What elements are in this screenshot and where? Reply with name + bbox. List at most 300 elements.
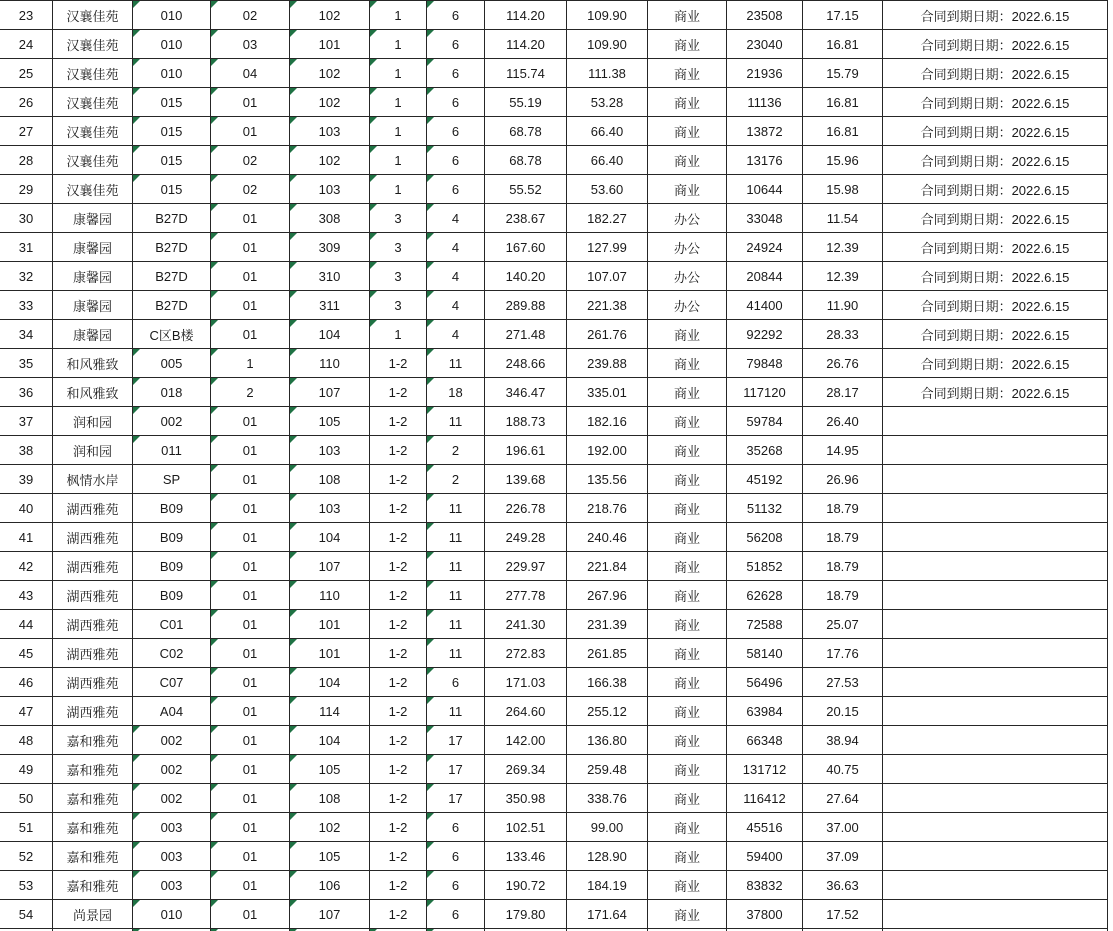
cell[interactable] (133, 349, 211, 378)
cell[interactable] (727, 204, 803, 233)
cell[interactable] (370, 697, 427, 726)
cell[interactable] (290, 494, 370, 523)
cell[interactable] (648, 436, 727, 465)
cell[interactable] (485, 291, 567, 320)
cell[interactable] (803, 784, 883, 813)
cell[interactable] (485, 407, 567, 436)
cell[interactable] (290, 639, 370, 668)
cell[interactable] (427, 581, 485, 610)
cell[interactable] (727, 233, 803, 262)
cell[interactable] (485, 523, 567, 552)
cell[interactable] (53, 407, 133, 436)
cell[interactable] (133, 523, 211, 552)
cell[interactable] (883, 59, 1108, 88)
cell[interactable] (427, 842, 485, 871)
cell[interactable] (0, 813, 53, 842)
cell[interactable] (370, 523, 427, 552)
cell[interactable] (883, 349, 1108, 378)
cell[interactable] (53, 117, 133, 146)
cell[interactable] (53, 175, 133, 204)
cell[interactable] (211, 494, 290, 523)
cell[interactable] (883, 291, 1108, 320)
cell[interactable] (485, 175, 567, 204)
cell[interactable] (883, 784, 1108, 813)
cell[interactable] (648, 291, 727, 320)
cell[interactable] (427, 523, 485, 552)
cell[interactable] (567, 262, 648, 291)
cell[interactable] (290, 668, 370, 697)
cell[interactable] (211, 842, 290, 871)
cell[interactable] (427, 349, 485, 378)
cell[interactable] (0, 349, 53, 378)
cell[interactable] (567, 784, 648, 813)
cell[interactable] (53, 204, 133, 233)
cell[interactable] (290, 30, 370, 59)
cell[interactable] (211, 465, 290, 494)
cell[interactable] (0, 233, 53, 262)
cell[interactable] (803, 204, 883, 233)
cell[interactable] (133, 668, 211, 697)
cell[interactable] (427, 233, 485, 262)
cell[interactable] (727, 59, 803, 88)
cell[interactable] (0, 407, 53, 436)
cell[interactable] (567, 465, 648, 494)
cell[interactable] (211, 378, 290, 407)
cell[interactable] (53, 871, 133, 900)
cell[interactable] (648, 1, 727, 30)
cell[interactable] (567, 59, 648, 88)
cell[interactable] (370, 436, 427, 465)
cell[interactable] (211, 349, 290, 378)
cell[interactable] (211, 262, 290, 291)
cell[interactable] (648, 175, 727, 204)
cell[interactable] (727, 668, 803, 697)
cell[interactable] (427, 697, 485, 726)
cell[interactable] (567, 407, 648, 436)
cell[interactable] (727, 639, 803, 668)
cell[interactable] (803, 842, 883, 871)
cell[interactable] (133, 88, 211, 117)
cell[interactable] (290, 465, 370, 494)
cell[interactable] (648, 610, 727, 639)
cell[interactable] (133, 204, 211, 233)
cell[interactable] (485, 1, 567, 30)
cell[interactable] (53, 552, 133, 581)
cell[interactable] (0, 320, 53, 349)
cell[interactable] (133, 146, 211, 175)
cell[interactable] (0, 552, 53, 581)
cell[interactable] (53, 900, 133, 929)
cell[interactable] (290, 697, 370, 726)
cell[interactable] (803, 30, 883, 59)
cell[interactable] (370, 755, 427, 784)
cell[interactable] (211, 726, 290, 755)
cell[interactable] (427, 610, 485, 639)
cell[interactable] (485, 784, 567, 813)
cell[interactable] (133, 900, 211, 929)
cell[interactable] (370, 1, 427, 30)
cell[interactable] (370, 813, 427, 842)
cell[interactable] (648, 900, 727, 929)
cell[interactable] (648, 204, 727, 233)
cell[interactable] (727, 465, 803, 494)
cell[interactable] (803, 407, 883, 436)
cell[interactable] (53, 378, 133, 407)
cell[interactable] (370, 668, 427, 697)
cell[interactable] (883, 523, 1108, 552)
cell[interactable] (567, 175, 648, 204)
cell[interactable] (53, 755, 133, 784)
cell[interactable] (427, 59, 485, 88)
cell[interactable] (803, 59, 883, 88)
cell[interactable] (290, 59, 370, 88)
cell[interactable] (133, 1, 211, 30)
cell[interactable] (803, 1, 883, 30)
cell[interactable] (648, 842, 727, 871)
cell[interactable] (427, 668, 485, 697)
cell[interactable] (53, 697, 133, 726)
cell[interactable] (727, 378, 803, 407)
cell[interactable] (370, 59, 427, 88)
cell[interactable] (727, 523, 803, 552)
cell[interactable] (211, 697, 290, 726)
cell[interactable] (427, 494, 485, 523)
cell[interactable] (133, 407, 211, 436)
cell[interactable] (427, 407, 485, 436)
cell[interactable] (0, 88, 53, 117)
cell[interactable] (567, 349, 648, 378)
cell[interactable] (727, 726, 803, 755)
cell[interactable] (727, 494, 803, 523)
cell[interactable] (290, 117, 370, 146)
cell[interactable] (0, 59, 53, 88)
cell[interactable] (567, 523, 648, 552)
cell[interactable] (567, 726, 648, 755)
cell[interactable] (727, 610, 803, 639)
cell[interactable] (211, 581, 290, 610)
cell[interactable] (803, 436, 883, 465)
cell[interactable] (133, 552, 211, 581)
cell[interactable] (370, 581, 427, 610)
cell[interactable] (485, 900, 567, 929)
cell[interactable] (427, 204, 485, 233)
cell[interactable] (211, 639, 290, 668)
cell[interactable] (567, 813, 648, 842)
cell[interactable] (53, 349, 133, 378)
cell[interactable] (53, 88, 133, 117)
cell[interactable] (53, 610, 133, 639)
cell[interactable] (0, 146, 53, 175)
cell[interactable] (883, 900, 1108, 929)
cell[interactable] (53, 813, 133, 842)
cell[interactable] (648, 320, 727, 349)
cell[interactable] (803, 668, 883, 697)
cell[interactable] (0, 668, 53, 697)
cell[interactable] (53, 320, 133, 349)
cell[interactable] (883, 175, 1108, 204)
cell[interactable] (133, 494, 211, 523)
cell[interactable] (567, 639, 648, 668)
cell[interactable] (53, 59, 133, 88)
cell[interactable] (370, 262, 427, 291)
cell[interactable] (567, 494, 648, 523)
cell[interactable] (53, 726, 133, 755)
cell[interactable] (211, 784, 290, 813)
cell[interactable] (370, 233, 427, 262)
cell[interactable] (290, 1, 370, 30)
cell[interactable] (727, 146, 803, 175)
cell[interactable] (211, 320, 290, 349)
cell[interactable] (648, 233, 727, 262)
cell[interactable] (133, 320, 211, 349)
cell[interactable] (648, 639, 727, 668)
cell[interactable] (370, 146, 427, 175)
cell[interactable] (648, 668, 727, 697)
cell[interactable] (485, 204, 567, 233)
cell[interactable] (567, 871, 648, 900)
cell[interactable] (727, 407, 803, 436)
cell[interactable] (0, 726, 53, 755)
cell[interactable] (727, 581, 803, 610)
cell[interactable] (883, 204, 1108, 233)
cell[interactable] (567, 610, 648, 639)
cell[interactable] (370, 30, 427, 59)
cell[interactable] (485, 668, 567, 697)
cell[interactable] (567, 900, 648, 929)
cell[interactable] (133, 784, 211, 813)
cell[interactable] (803, 465, 883, 494)
cell[interactable] (370, 465, 427, 494)
cell[interactable] (727, 1, 803, 30)
cell[interactable] (727, 117, 803, 146)
cell[interactable] (727, 175, 803, 204)
cell[interactable] (427, 1, 485, 30)
cell[interactable] (427, 320, 485, 349)
cell[interactable] (370, 117, 427, 146)
cell[interactable] (290, 813, 370, 842)
cell[interactable] (427, 30, 485, 59)
cell[interactable] (53, 146, 133, 175)
cell[interactable] (883, 378, 1108, 407)
cell[interactable] (727, 291, 803, 320)
cell[interactable] (370, 378, 427, 407)
cell[interactable] (485, 813, 567, 842)
cell[interactable] (485, 494, 567, 523)
cell[interactable] (567, 291, 648, 320)
cell[interactable] (133, 117, 211, 146)
cell[interactable] (290, 320, 370, 349)
cell[interactable] (485, 30, 567, 59)
cell[interactable] (211, 523, 290, 552)
cell[interactable] (133, 581, 211, 610)
cell[interactable] (133, 175, 211, 204)
cell[interactable] (211, 755, 290, 784)
cell[interactable] (648, 465, 727, 494)
cell[interactable] (290, 349, 370, 378)
cell[interactable] (727, 842, 803, 871)
cell[interactable] (567, 146, 648, 175)
cell[interactable] (803, 262, 883, 291)
cell[interactable] (211, 175, 290, 204)
cell[interactable] (370, 407, 427, 436)
cell[interactable] (211, 407, 290, 436)
cell[interactable] (883, 407, 1108, 436)
cell[interactable] (427, 88, 485, 117)
cell[interactable] (803, 726, 883, 755)
cell[interactable] (370, 842, 427, 871)
cell[interactable] (485, 755, 567, 784)
cell[interactable] (211, 204, 290, 233)
cell[interactable] (133, 813, 211, 842)
cell[interactable] (370, 552, 427, 581)
cell[interactable] (370, 349, 427, 378)
cell[interactable] (53, 30, 133, 59)
cell[interactable] (53, 262, 133, 291)
cell[interactable] (427, 871, 485, 900)
cell[interactable] (370, 291, 427, 320)
cell[interactable] (883, 88, 1108, 117)
cell[interactable] (648, 813, 727, 842)
cell[interactable] (883, 610, 1108, 639)
cell[interactable] (567, 320, 648, 349)
cell[interactable] (648, 117, 727, 146)
cell[interactable] (567, 30, 648, 59)
cell[interactable] (485, 320, 567, 349)
cell[interactable] (883, 494, 1108, 523)
cell[interactable] (53, 1, 133, 30)
cell[interactable] (211, 146, 290, 175)
cell[interactable] (727, 755, 803, 784)
cell[interactable] (290, 610, 370, 639)
cell[interactable] (485, 610, 567, 639)
cell[interactable] (211, 233, 290, 262)
cell[interactable] (727, 320, 803, 349)
cell[interactable] (427, 465, 485, 494)
cell[interactable] (485, 88, 567, 117)
cell[interactable] (290, 523, 370, 552)
cell[interactable] (211, 668, 290, 697)
cell[interactable] (485, 436, 567, 465)
cell[interactable] (727, 30, 803, 59)
cell[interactable] (485, 697, 567, 726)
cell[interactable] (0, 581, 53, 610)
cell[interactable] (211, 610, 290, 639)
cell[interactable] (567, 1, 648, 30)
cell[interactable] (0, 436, 53, 465)
cell[interactable] (567, 755, 648, 784)
cell[interactable] (290, 842, 370, 871)
cell[interactable] (211, 552, 290, 581)
cell[interactable] (485, 59, 567, 88)
cell[interactable] (803, 117, 883, 146)
cell[interactable] (648, 697, 727, 726)
cell[interactable] (211, 813, 290, 842)
cell[interactable] (370, 784, 427, 813)
cell[interactable] (485, 726, 567, 755)
cell[interactable] (648, 146, 727, 175)
cell[interactable] (803, 871, 883, 900)
cell[interactable] (567, 378, 648, 407)
cell[interactable] (485, 117, 567, 146)
cell[interactable] (648, 726, 727, 755)
cell[interactable] (803, 320, 883, 349)
cell[interactable] (648, 581, 727, 610)
cell[interactable] (0, 697, 53, 726)
cell[interactable] (290, 146, 370, 175)
cell[interactable] (290, 378, 370, 407)
cell[interactable] (567, 88, 648, 117)
cell[interactable] (803, 146, 883, 175)
cell[interactable] (133, 233, 211, 262)
cell[interactable] (883, 146, 1108, 175)
cell[interactable] (803, 349, 883, 378)
cell[interactable] (883, 581, 1108, 610)
cell[interactable] (133, 639, 211, 668)
cell[interactable] (427, 117, 485, 146)
cell[interactable] (427, 784, 485, 813)
cell[interactable] (133, 726, 211, 755)
cell[interactable] (211, 59, 290, 88)
cell[interactable] (211, 900, 290, 929)
cell[interactable] (803, 175, 883, 204)
cell[interactable] (370, 610, 427, 639)
cell[interactable] (0, 465, 53, 494)
cell[interactable] (290, 233, 370, 262)
cell[interactable] (53, 784, 133, 813)
cell[interactable] (427, 639, 485, 668)
cell[interactable] (53, 523, 133, 552)
cell[interactable] (0, 30, 53, 59)
cell[interactable] (648, 349, 727, 378)
cell[interactable] (567, 552, 648, 581)
cell[interactable] (485, 349, 567, 378)
cell[interactable] (370, 204, 427, 233)
cell[interactable] (370, 639, 427, 668)
cell[interactable] (427, 726, 485, 755)
cell[interactable] (133, 378, 211, 407)
cell[interactable] (53, 668, 133, 697)
cell[interactable] (290, 726, 370, 755)
cell[interactable] (727, 813, 803, 842)
cell[interactable] (883, 755, 1108, 784)
cell[interactable] (883, 639, 1108, 668)
cell[interactable] (0, 204, 53, 233)
cell[interactable] (883, 117, 1108, 146)
cell[interactable] (648, 262, 727, 291)
cell[interactable] (0, 842, 53, 871)
cell[interactable] (0, 494, 53, 523)
cell[interactable] (803, 291, 883, 320)
cell[interactable] (567, 668, 648, 697)
cell[interactable] (133, 436, 211, 465)
cell[interactable] (290, 407, 370, 436)
cell[interactable] (133, 610, 211, 639)
cell[interactable] (727, 349, 803, 378)
cell[interactable] (290, 262, 370, 291)
cell[interactable] (727, 88, 803, 117)
cell[interactable] (883, 465, 1108, 494)
cell[interactable] (370, 726, 427, 755)
cell[interactable] (427, 291, 485, 320)
cell[interactable] (427, 436, 485, 465)
cell[interactable] (567, 233, 648, 262)
cell[interactable] (803, 581, 883, 610)
cell[interactable] (290, 175, 370, 204)
cell[interactable] (427, 146, 485, 175)
cell[interactable] (370, 871, 427, 900)
cell[interactable] (0, 784, 53, 813)
cell[interactable] (133, 871, 211, 900)
